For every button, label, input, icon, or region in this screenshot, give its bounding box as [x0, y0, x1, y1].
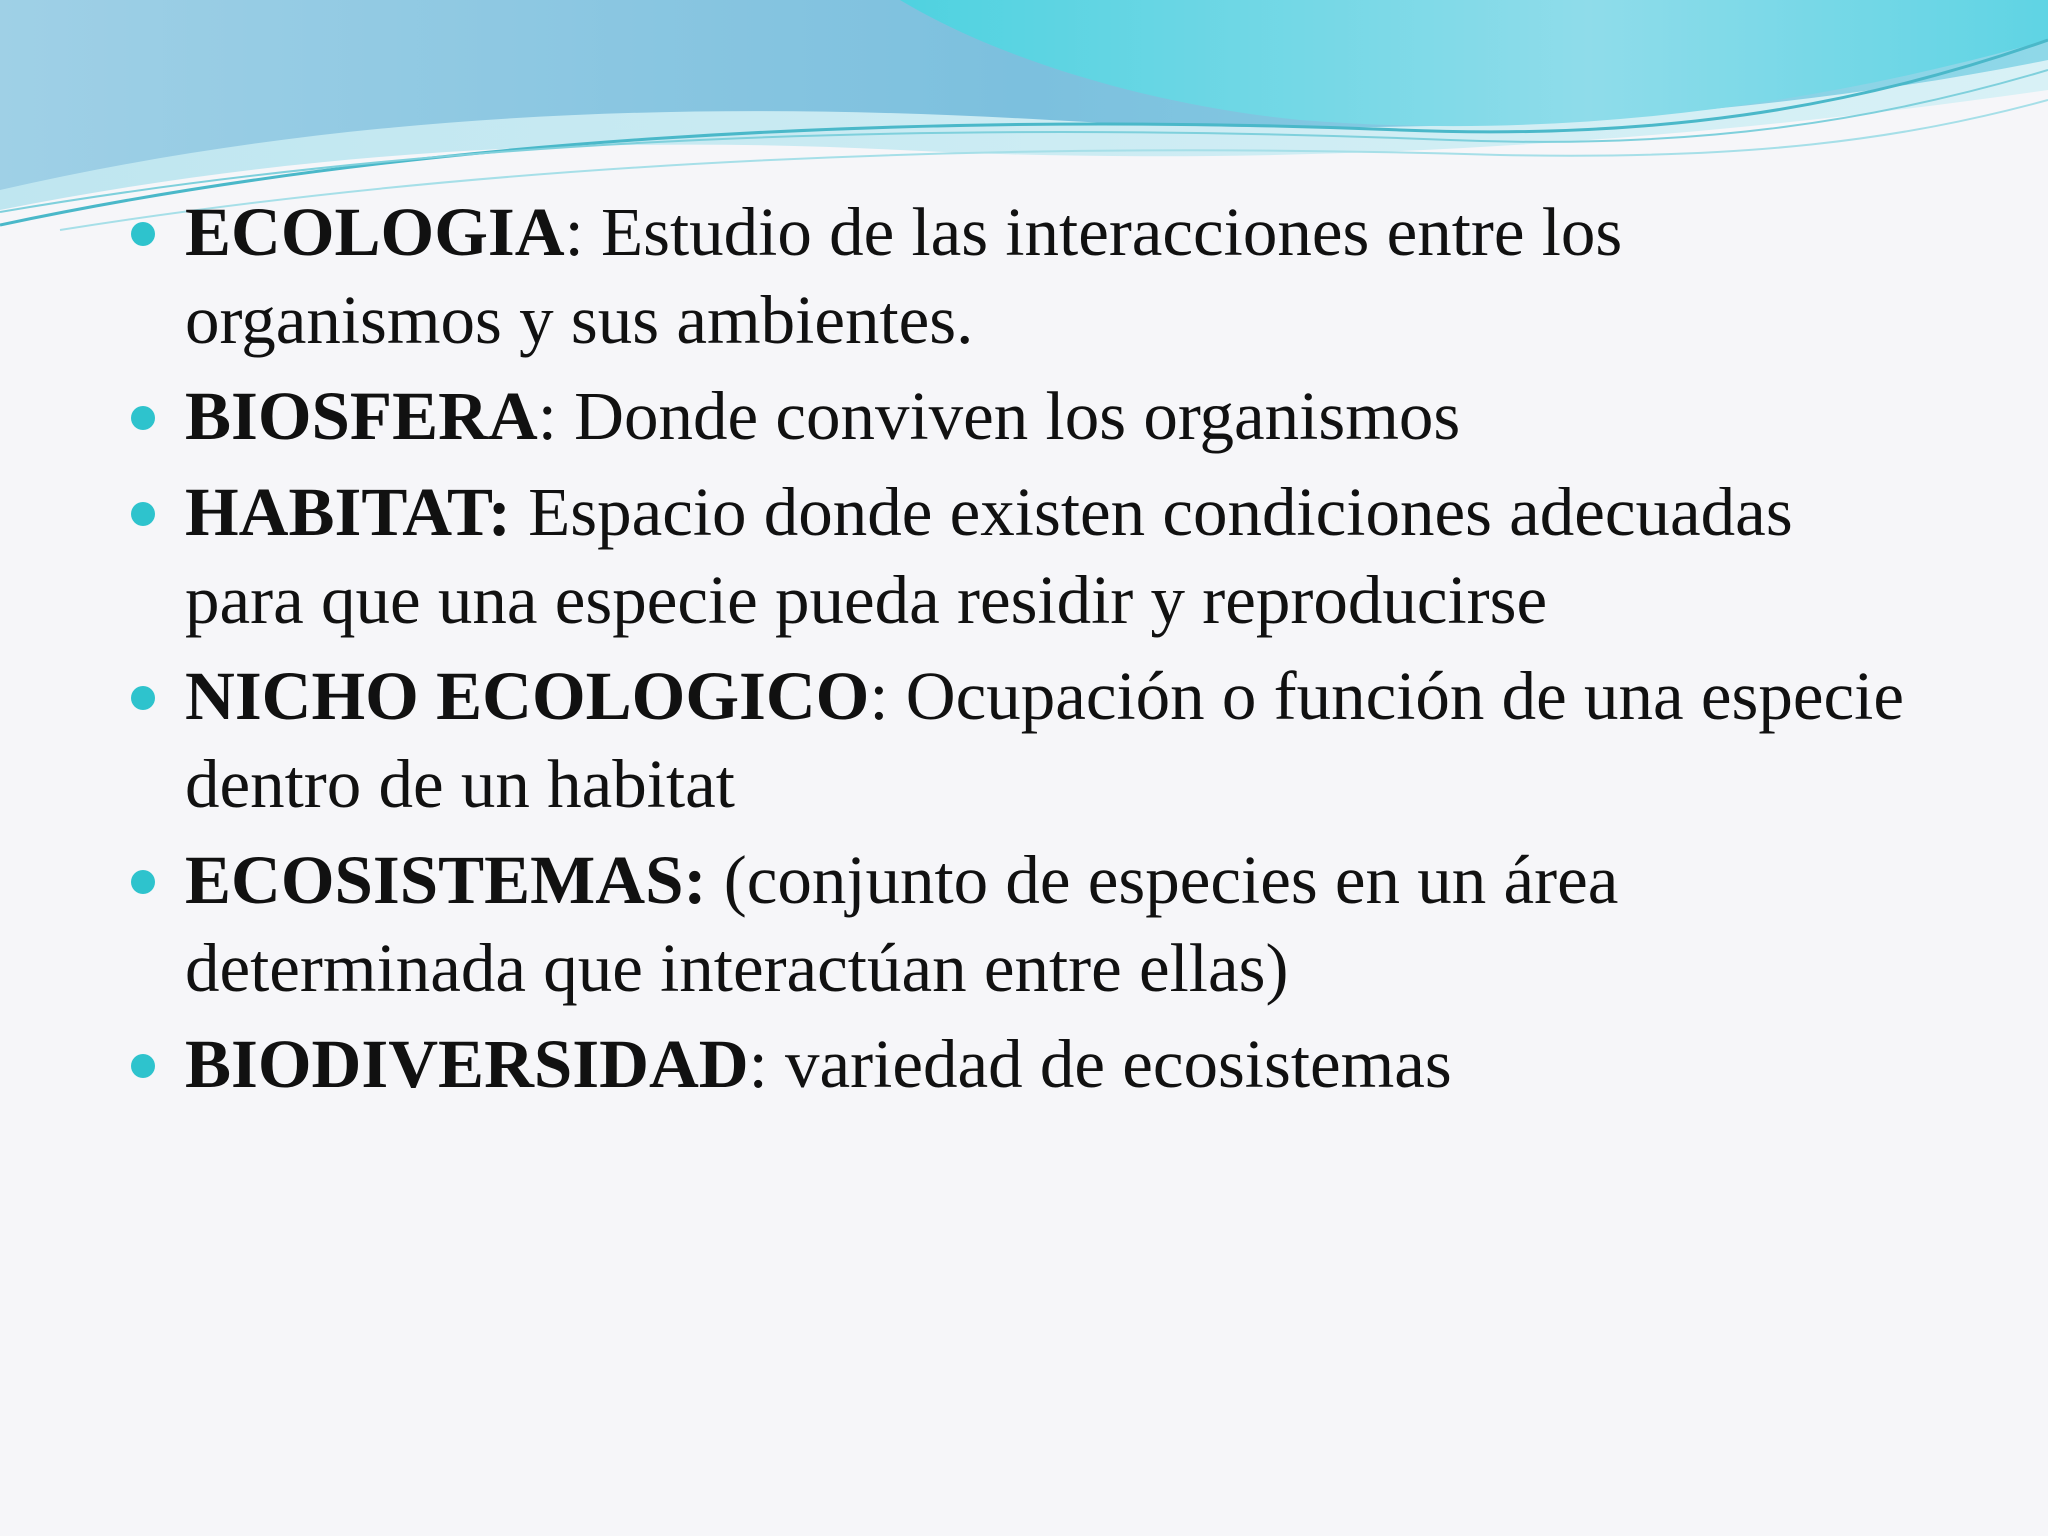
bullet-icon: [131, 1054, 155, 1078]
term-label: NICHO ECOLOGICO: [185, 658, 870, 734]
term-separator: :: [748, 1026, 786, 1102]
term-definition: Estudio de las interacciones entre los organismos y sus ambientes.: [185, 194, 1623, 358]
bullet-icon: [131, 406, 155, 430]
term-separator: [706, 842, 723, 918]
list-item: [0, 652, 2048, 828]
term-label: BIODIVERSIDAD: [185, 1026, 749, 1102]
term-label: ECOLOGIA: [185, 194, 565, 270]
bullet-icon: [131, 686, 155, 710]
term-separator: [511, 474, 528, 550]
list-item: [0, 1020, 2048, 1108]
list-item: [0, 188, 2048, 364]
bullet-icon: [131, 502, 155, 526]
list-item: [0, 372, 2048, 460]
term-separator: :: [537, 378, 575, 454]
definition-list: [0, 188, 2048, 1108]
bullet-icon: [131, 870, 155, 894]
term-definition: Espacio donde existen condiciones adecuadas para que una especie pueda residir y reproducirse: [185, 474, 1793, 638]
term-separator: :: [564, 194, 601, 270]
list-item: [0, 836, 2048, 1012]
term-label: HABITAT:: [185, 474, 511, 550]
term-label: BIOSFERA: [185, 378, 538, 454]
term-definition: (conjunto de especies en un área determinada que interactúan entre ellas): [185, 842, 1619, 1006]
term-definition: Ocupación o función de una especie dentro de un habitat: [185, 658, 1904, 822]
slide-body: [0, 188, 2048, 1116]
term-definition: variedad de ecosistemas: [785, 1026, 1452, 1102]
bullet-icon: [131, 222, 155, 246]
term-separator: :: [869, 658, 906, 734]
term-definition: Donde conviven los organismos: [574, 378, 1461, 454]
list-item: [0, 468, 2048, 644]
term-label: ECOSISTEMAS:: [185, 842, 707, 918]
